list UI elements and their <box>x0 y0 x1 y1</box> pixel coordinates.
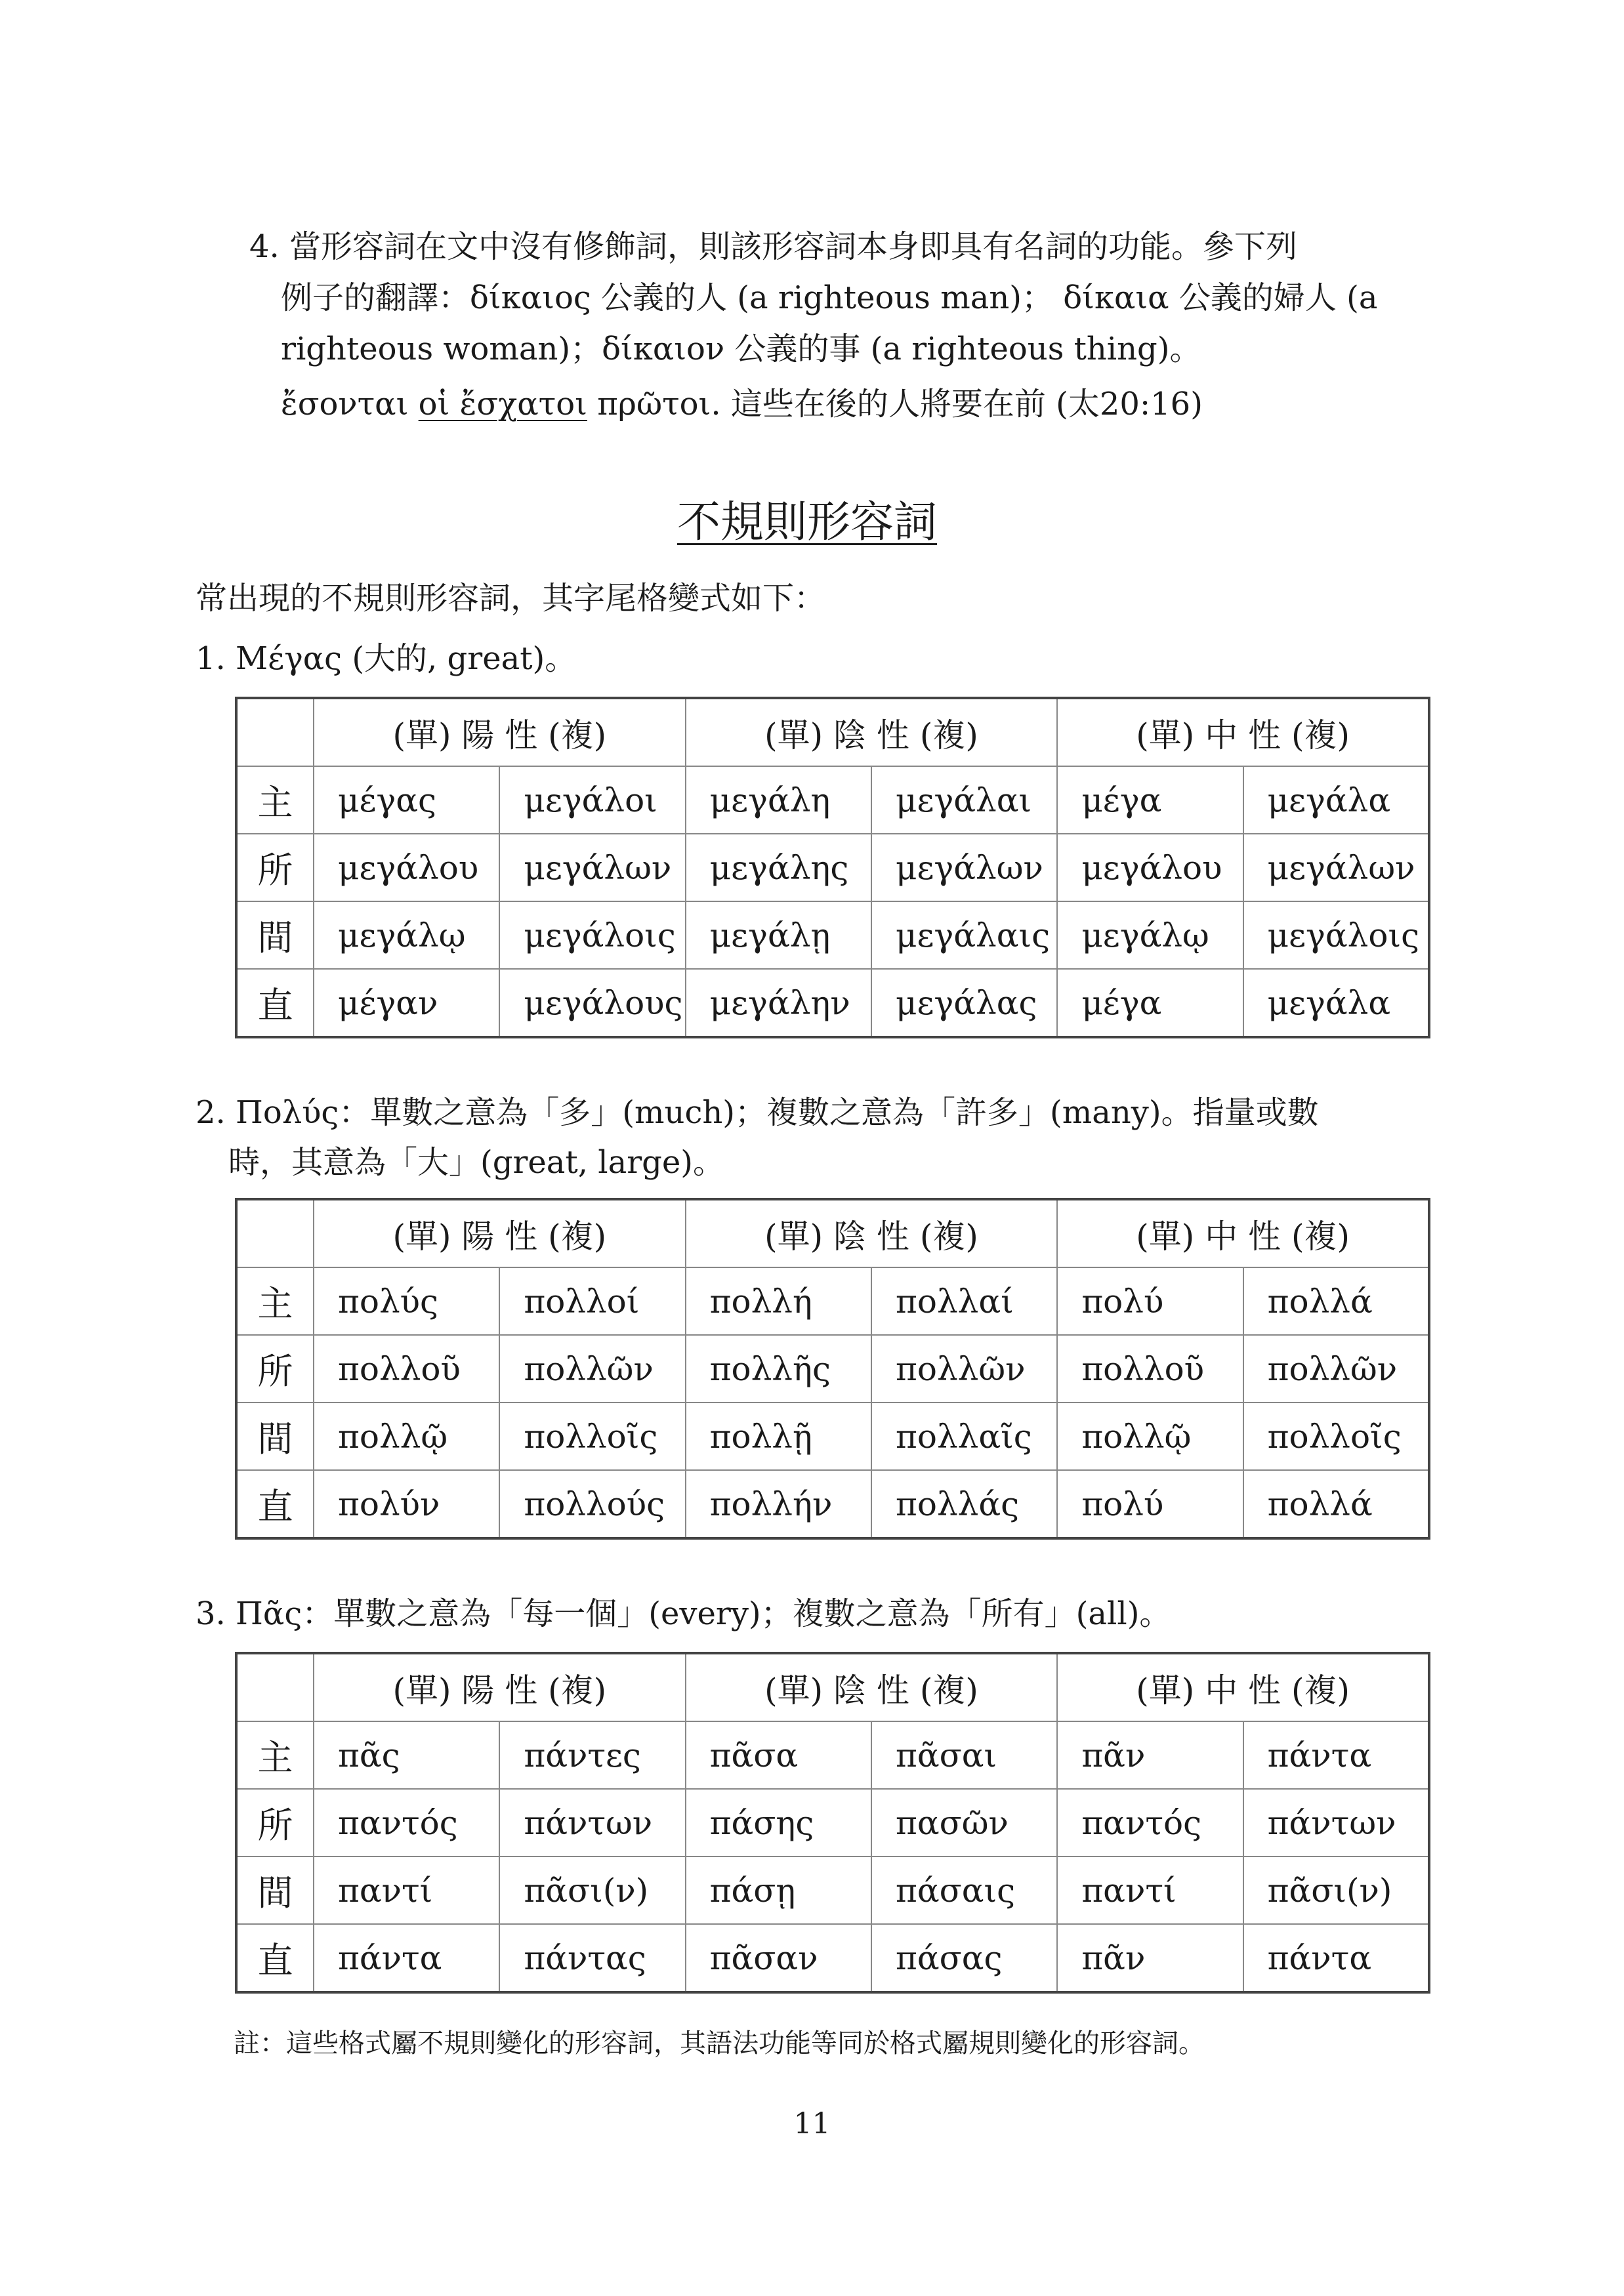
table-cell: πολλοῖς <box>1243 1403 1429 1470</box>
table-cell: μεγάλας <box>871 969 1057 1037</box>
table-cell: μεγάλοις <box>499 901 685 969</box>
table-cell: παντός <box>314 1789 499 1856</box>
case-nominative: 主 <box>236 1267 314 1335</box>
case-genitive: 所 <box>236 834 314 901</box>
header-neuter: (單) 中 性 (複) <box>1057 698 1429 766</box>
table-cell: πολλῷ <box>314 1403 499 1470</box>
table-megas <box>235 697 1430 1038</box>
case-nominative: 主 <box>236 766 314 834</box>
case-dative: 間 <box>236 1856 314 1924</box>
case-accusative: 直 <box>236 969 314 1037</box>
table1-label: 1. Μέγας (大的, great)。 <box>196 640 577 677</box>
item4-line2: 例子的翻譯：δίκαιος 公義的人 (a righteous man)； δίκαια 公義的婦人 (a <box>281 279 1378 316</box>
table2-label-line1: 2. Πολύς：單數之意為「多」(much)；複數之意為「許多」(many)。指量或數 <box>196 1094 1319 1131</box>
case-genitive: 所 <box>236 1789 314 1856</box>
table-cell: μεγάλων <box>871 834 1057 901</box>
table-cell: πολλάς <box>871 1470 1057 1538</box>
table-cell: πολύ <box>1057 1267 1243 1335</box>
table-cell: πᾶσι(ν) <box>499 1856 685 1924</box>
table-cell: πολλῷ <box>1057 1403 1243 1470</box>
table-cell: πάσας <box>871 1924 1057 1992</box>
table-cell: πολλούς <box>499 1470 685 1538</box>
item4-line3: righteous woman)；δίκαιον 公義的事 (a righteous thing)。 <box>281 331 1201 367</box>
table-cell: πολλῇ <box>686 1403 871 1470</box>
case-genitive: 所 <box>236 1335 314 1403</box>
table-cell: πολλοί <box>499 1267 685 1335</box>
example-pre: ἔσονται <box>281 386 419 422</box>
table-cell: πολλά <box>1243 1470 1429 1538</box>
table-cell: μεγάλα <box>1243 969 1429 1037</box>
table-cell: μεγάλων <box>499 834 685 901</box>
table-cell: πᾶσι(ν) <box>1243 1856 1429 1924</box>
table-cell: πολλή <box>686 1267 871 1335</box>
table-cell: πᾶν <box>1057 1721 1243 1789</box>
table-cell: πάντων <box>499 1789 685 1856</box>
table-cell: πᾶν <box>1057 1924 1243 1992</box>
case-accusative: 直 <box>236 1470 314 1538</box>
table-row <box>236 1267 1429 1335</box>
table-cell: μεγάλων <box>1243 834 1429 901</box>
item4-line1: 4. 當形容詞在文中沒有修飾詞，則該形容詞本身即具有名詞的功能。參下列 <box>249 228 1298 265</box>
table-header-row <box>236 1653 1429 1721</box>
table-cell: πάντα <box>1243 1721 1429 1789</box>
table-cell: πασῶν <box>871 1789 1057 1856</box>
table-cell: πᾶσαν <box>686 1924 871 1992</box>
table-cell: μέγαν <box>314 969 499 1037</box>
table-cell: πάντα <box>314 1924 499 1992</box>
table-row <box>236 1403 1429 1470</box>
table-row <box>236 766 1429 834</box>
table-cell: πάσης <box>686 1789 871 1856</box>
section-title: 不規則形容詞 <box>677 497 937 547</box>
table-row <box>236 1856 1429 1924</box>
table-cell: πολλῶν <box>871 1335 1057 1403</box>
table-cell: πολλοῦ <box>1057 1335 1243 1403</box>
table-cell: μεγάλῳ <box>1057 901 1243 969</box>
table-cell: πολλῶν <box>499 1335 685 1403</box>
section-intro: 常出現的不規則形容詞，其字尾格變式如下： <box>196 580 826 617</box>
header-masculine: (單) 陽 性 (複) <box>314 1199 686 1267</box>
header-blank-cell <box>236 698 314 766</box>
table-cell: μέγα <box>1057 969 1243 1037</box>
table-row <box>236 1789 1429 1856</box>
table-cell: παντός <box>1057 1789 1243 1856</box>
header-neuter: (單) 中 性 (複) <box>1057 1199 1429 1267</box>
table-cell: πᾶς <box>314 1721 499 1789</box>
table-cell: μεγάλης <box>686 834 871 901</box>
page-number: 11 <box>793 2107 831 2141</box>
table-cell: πᾶσαι <box>871 1721 1057 1789</box>
table-cell: μέγα <box>1057 766 1243 834</box>
table-header-row <box>236 1199 1429 1267</box>
table-row <box>236 969 1429 1037</box>
table-cell: μεγάλῃ <box>686 901 871 969</box>
table-cell: πολύ <box>1057 1470 1243 1538</box>
example-post: πρῶτοι. 這些在後的人將要在前 (太20:16) <box>587 386 1203 422</box>
table-cell: μέγας <box>314 766 499 834</box>
header-neuter: (單) 中 性 (複) <box>1057 1653 1429 1721</box>
table-row <box>236 1335 1429 1403</box>
table-cell: πάσῃ <box>686 1856 871 1924</box>
table-cell: πολλαῖς <box>871 1403 1057 1470</box>
table-pas <box>235 1652 1430 1994</box>
table-cell: πᾶσα <box>686 1721 871 1789</box>
table-row <box>236 1924 1429 1992</box>
table-header-row <box>236 698 1429 766</box>
table-cell: πολλοῦ <box>314 1335 499 1403</box>
table-cell: πολύν <box>314 1470 499 1538</box>
table-cell: μεγάλαι <box>871 766 1057 834</box>
table-cell: πάντων <box>1243 1789 1429 1856</box>
table-cell: πολλῆς <box>686 1335 871 1403</box>
header-masculine: (單) 陽 性 (複) <box>314 1653 686 1721</box>
table-polys <box>235 1198 1430 1540</box>
table-cell: μεγάλῳ <box>314 901 499 969</box>
header-blank-cell <box>236 1653 314 1721</box>
table-cell: πάσαις <box>871 1856 1057 1924</box>
table-cell: πάντα <box>1243 1924 1429 1992</box>
table-row <box>236 1721 1429 1789</box>
table-cell: πολλήν <box>686 1470 871 1538</box>
table-row <box>236 1470 1429 1538</box>
table-cell: πολύς <box>314 1267 499 1335</box>
table-cell: πολλῶν <box>1243 1335 1429 1403</box>
table-cell: μεγάλους <box>499 969 685 1037</box>
table-cell: μεγάλην <box>686 969 871 1037</box>
table-cell: πάντας <box>499 1924 685 1992</box>
table-cell: μεγάλου <box>314 834 499 901</box>
header-masculine: (單) 陽 性 (複) <box>314 698 686 766</box>
table2-label-line2: 時，其意為「大」(great, large)。 <box>228 1144 725 1181</box>
table-cell: πάντες <box>499 1721 685 1789</box>
table3-label: 3. Πᾶς：單數之意為「每一個」(every)；複數之意為「所有」(all)。 <box>196 1595 1171 1632</box>
header-blank-cell <box>236 1199 314 1267</box>
case-accusative: 直 <box>236 1924 314 1992</box>
example-underlined: οἱ ἔσχατοι <box>418 386 587 422</box>
table-cell: μεγάλαις <box>871 901 1057 969</box>
case-nominative: 主 <box>236 1721 314 1789</box>
header-feminine: (單) 陰 性 (複) <box>686 1199 1058 1267</box>
table-cell: μεγάλη <box>686 766 871 834</box>
header-feminine: (單) 陰 性 (複) <box>686 698 1058 766</box>
case-dative: 間 <box>236 901 314 969</box>
table-row <box>236 901 1429 969</box>
table-cell: παντί <box>1057 1856 1243 1924</box>
table-cell: μεγάλοι <box>499 766 685 834</box>
table-row <box>236 834 1429 901</box>
footnote: 註：這些格式屬不規則變化的形容詞，其語法功能等同於格式屬規則變化的形容詞。 <box>234 2028 1205 2059</box>
table-cell: μεγάλοις <box>1243 901 1429 969</box>
table-cell: πολλά <box>1243 1267 1429 1335</box>
table-cell: πολλαί <box>871 1267 1057 1335</box>
table-cell: πολλοῖς <box>499 1403 685 1470</box>
case-dative: 間 <box>236 1403 314 1470</box>
table-cell: μεγάλου <box>1057 834 1243 901</box>
table-cell: μεγάλα <box>1243 766 1429 834</box>
example-sentence <box>281 384 1203 424</box>
table-cell: παντί <box>314 1856 499 1924</box>
header-feminine: (單) 陰 性 (複) <box>686 1653 1058 1721</box>
